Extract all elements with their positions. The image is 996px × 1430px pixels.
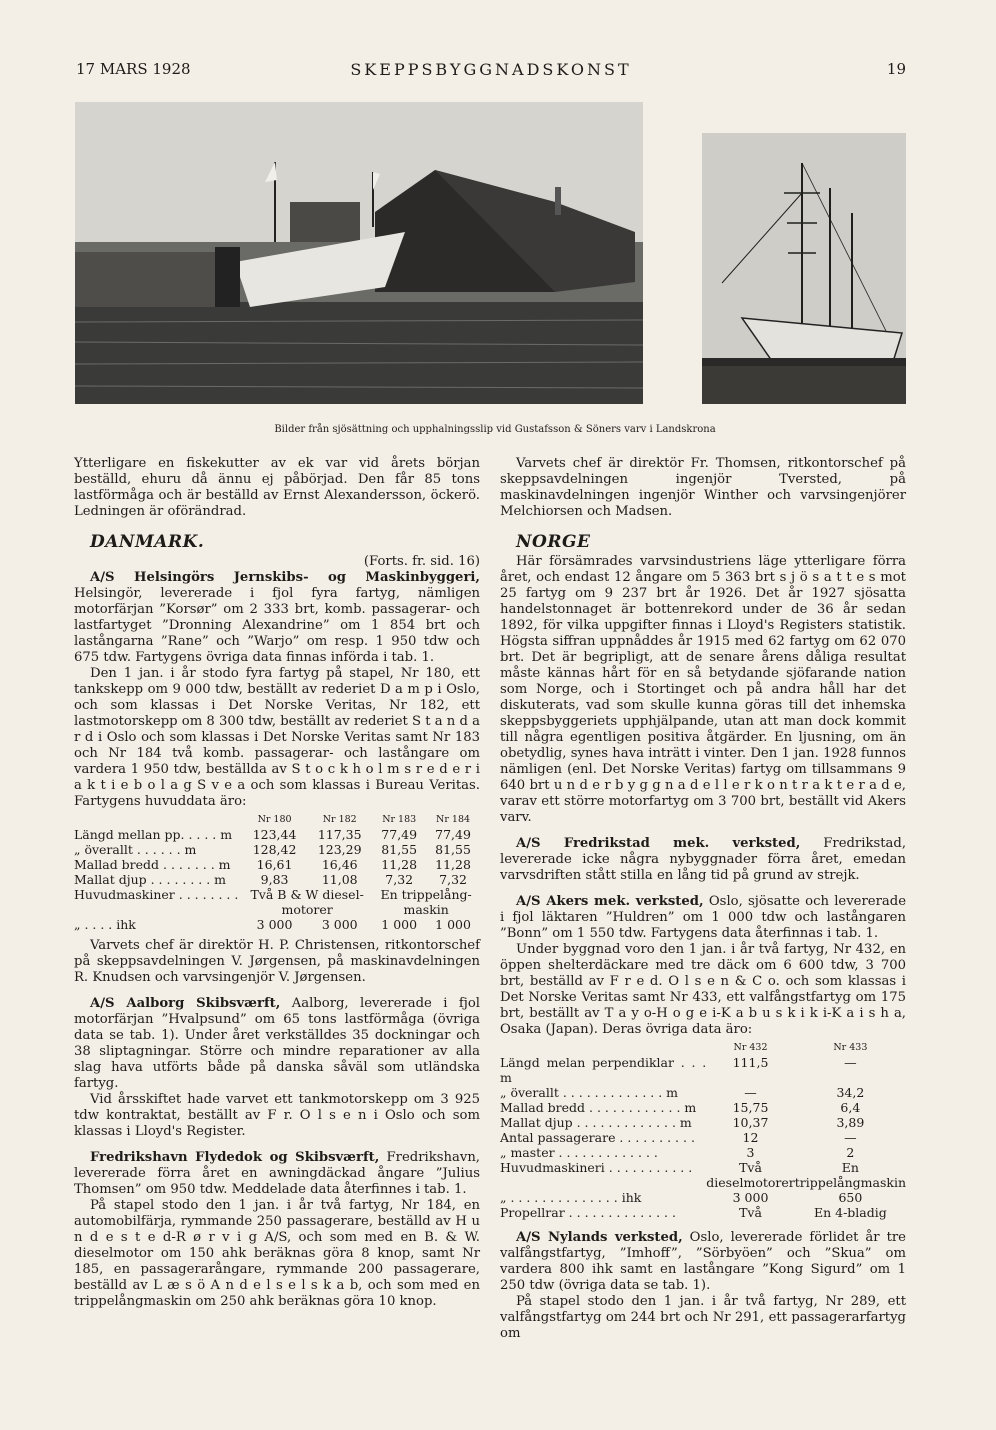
cell: 117,35 [317,827,362,842]
table-row [500,1130,906,1145]
cell: 15,75 [732,1100,769,1115]
cell: 77,49 [381,827,418,842]
cell: 16,46 [321,857,358,872]
column-header: Nr 184 [436,814,471,825]
section-norge: NORGE [516,532,591,552]
cell: 6,4 [840,1100,861,1115]
table-row [500,1190,906,1205]
nylands-name: A/S Nylands verksted, [516,1230,683,1245]
table-row [500,1160,906,1190]
cell: 10,37 [732,1115,769,1130]
row-label: „ . . . . . . . . . . . . . . ihk [500,1190,642,1205]
column-header: Nr 183 [382,814,417,825]
cell: 77,49 [435,827,471,842]
fredrikstad-paragraph [500,836,906,884]
row-label: Längd mellan pp. . . . . m [74,827,233,842]
page-header [76,60,906,84]
cell: 11,08 [321,872,358,887]
cell: 123,44 [252,827,297,842]
nylands-paragraph-2: På stapel stodo den 1 jan. i år två fartyg, Nr 289, ett valfångstfartyg om 244 brt och Nr 291, ett passagerarfartyg om [500,1294,906,1341]
aalborg-name: A/S Aalborg Skibsværft, [90,996,281,1011]
row-label: Mallat djup . . . . . . . . . . . . . m [500,1115,692,1130]
nylands-paragraph [500,1230,906,1294]
table-header-row [74,812,480,827]
cell: 123,29 [317,842,362,857]
cell: 111,5 [732,1055,769,1070]
header-title: SKEPPSBYGGNADSKONST [350,60,632,79]
table-row [74,917,480,932]
akers-data-table [500,1040,906,1220]
cell: 7,32 [385,872,414,887]
column-header: Nr 432 [733,1042,768,1053]
table-row [74,857,480,872]
cell: 11,28 [381,857,418,872]
row-label: „ master . . . . . . . . . . . . . [500,1145,658,1160]
cell: En 4-bladig [813,1205,887,1220]
cell: 34,2 [836,1085,865,1100]
fredrikshavn-management: Varvets chef är direktör Fr. Thomsen, ritkontorschef på skeppsavdelningen ingenjör Tversted, på maskinavdelningen ingenjör Winther och varvsingenjörer Melchiorsen och Madsen. [500,456,906,519]
row-label: Huvudmaskineri . . . . . . . . . . . [500,1160,693,1175]
column-header: Nr 180 [257,814,292,825]
row-label: „ . . . . ihk [74,917,136,932]
cell: — [844,1130,857,1145]
aalborg-paragraph [74,996,480,1092]
fredrikshavn-name: Fredrikshavn Flydedok og Skibsværft, [90,1150,380,1165]
fredrikshavn-paragraph [74,1150,480,1198]
cell: 3 000 [256,917,293,932]
cell: 7,32 [439,872,467,887]
fredrikshavn-text: Fredrikshavn, levererade förra året en awningdäckad ångare ”Julius Thomsen” om 950 tdw. Meddelade data återfinnes i tab. 1. [74,1150,481,1197]
table-row [500,1085,906,1100]
aalborg-text: Aalborg, levererade i fjol motorfärjan ”Hvalpsund” om 65 tons lastförmåga (övriga data se tab. 1). Under året verkställdes 35 dockningar och 38 sliptagningar. Större och mindre reparationer av alla slag hava utförts både på danska såväl som utländska fartyg. [74,996,480,1091]
continued-note: (Forts. fr. sid. 16) [363,554,480,569]
table-header-row [500,1040,906,1055]
table-row [500,1205,906,1220]
cell: Två dieselmotorer [706,1160,795,1190]
right-column [500,456,906,1342]
helsingor-paragraph-2: Den 1 jan. i år stodo fyra fartyg på stapel, Nr 180, ett tankskepp om 9 000 tdw, beställt av rederiet D a m p i Oslo, och som klassas i Det Norske Veritas, Nr 182, ett lastmotorskepp om 8 300 tdw, beställt av rederiet S t a n d a r d i Oslo och som klassas i Det Norske Veritas samt Nr 183 och Nr 184 två komb. passagerar- och lastångare om vardera 1 950 tdw, beställda av S t o c k h o l m s r e d e r i a k t i e b o l a g S v e a och som klassas i Bureau Veritas. Fartygens huvuddata äro: [74,666,480,809]
row-label: Huvudmaskiner . . . . . . . . [74,887,239,902]
row-label: Mallad bredd . . . . . . . . . . . . m [500,1100,697,1115]
row-label: Längd melan perpendiklar . . . m [500,1055,707,1085]
akers-paragraph [500,894,906,942]
sailing-ship-photo [702,133,906,404]
fredrikshavn-paragraph-2: På stapel stodo den 1 jan. i år två fartyg, Nr 184, en automobilfärja, rymmande 250 passagerare, beställd av H u n d e s t e d-R ø r v i g A/S, och som med en B. & W. dieselmotor om 150 ahk beräknas göra 8 knop, samt Nr 185, en passagerarångare, rymmande 200 passagerare, beställd av L æ s ö A n d e l s e l s k a b, och som med en trippelångmaskin om 250 ahk beräknas göra 10 knop. [74,1198,480,1309]
row-label: „ överallt . . . . . . . . . . . . . m [500,1085,679,1100]
helsingor-paragraph [74,570,480,666]
helsingor-text: Helsingör, levererade i fjol fyra fartyg, nämligen motorfärjan ”Korsør” om 2 333 brt, komb. passagerar- och lastfartyget ”Dronning Alexandrine” om 1 854 brt och lastångarna ”Rane” och ”Warjo” om resp. 1 950 tdw och 675 tdw. Fartygens övriga data finnas införda i tab. 1. [74,586,480,665]
table-row [74,872,480,887]
cell: 9,83 [260,872,289,887]
cell: 1 000 [381,917,418,932]
table-row [500,1055,906,1085]
image-caption: Bilder från sjösättning och upphalningsslip vid Gustafsson & Söners varv i Landskrona [274,424,716,435]
row-label: Mallat djup . . . . . . . . m [74,872,227,887]
table-row [74,842,480,857]
cell: 81,55 [381,842,418,857]
aalborg-paragraph-2: Vid årsskiftet hade varvet ett tankmotorskepp om 3 925 tdw kontraktat, beställt av F r. O l s e n i Oslo och som klassas i Lloyd's Register. [74,1092,480,1139]
fredrikstad-name: A/S Fredrikstad mek. verksted, [516,836,801,851]
table-row [500,1100,906,1115]
row-label: Mallad bredd . . . . . . . m [74,857,231,872]
row-label: Propellrar . . . . . . . . . . . . . . [500,1205,676,1220]
table-row [500,1115,906,1130]
shipyard-launch-photo [75,102,643,404]
fredrikstad-text: Fredrikstad, levererade icke några nybyggnader förra året, emedan varvsdriften stått stilla en lång tid på grund av strejk. [500,836,907,883]
cell: Två B & W diesel-motorer [250,887,364,917]
cell: — [744,1085,757,1100]
cell: 3 000 [321,917,358,932]
table-row [74,827,480,842]
cell: 12 [742,1130,759,1145]
table-row [500,1145,906,1160]
cell: 128,42 [252,842,297,857]
row-label: Antal passagerare . . . . . . . . . . [500,1130,695,1145]
cell: 81,55 [435,842,471,857]
cell: 650 [838,1190,863,1205]
page-number: 19 [886,60,906,78]
nylands-text: Oslo, levererade förlidet år tre valfångstfartyg, ”Imhoff”, ”Sörbyöen” och ”Skua” om vardera 800 ihk samt en lastångare ”Kong Sigurd” om 1 250 tdw (övriga data se tab. 1). [500,1230,906,1293]
helsingor-name: A/S Helsingörs Jernskibs- og Maskinbyggeri, [90,570,480,585]
column-header: Nr 182 [322,814,357,825]
helsingor-data-table [74,812,480,932]
header-date: 17 MARS 1928 [76,60,191,78]
cell: 2 [846,1145,855,1160]
cell: 16,61 [256,857,293,872]
akers-name: A/S Akers mek. verksted, [516,894,704,909]
row-label: „ överallt . . . . . . m [74,842,197,857]
table-row [74,887,480,917]
cell: En trippelång-maskin [380,887,472,917]
cell: En trippelångmaskin [794,1160,906,1190]
helsingor-management: Varvets chef är direktör H. P. Christensen, ritkontorschef på skeppsavdelningen V. Jørgensen, på maskinavdelningen R. Knudsen och varvsingenjör V. Jørgensen. [74,938,480,985]
cell: — [844,1055,857,1070]
akers-paragraph-2: Under byggnad voro den 1 jan. i år två fartyg, Nr 432, en öppen shelterdäckare med tre däck om 6 600 tdw, 3 700 brt, beställd av F r e d. O l s e n & C o. och som klassas i Det Norske Veritas samt Nr 433, ett valfångstfartyg om 175 brt, beställt av T a y o-H o g e i-K a b u s k i k i-K a i s h a, Osaka (Japan). Deras övriga data äro: [500,942,906,1037]
cell: 3 000 [732,1190,769,1205]
section-danmark: DANMARK. [90,532,205,552]
cell: Två [739,1205,762,1220]
column-header: Nr 433 [833,1042,868,1053]
norge-paragraph: Här försämrades varvsindustriens läge ytterligare förra året, och endast 12 ångare om 5 363 brt s j ö s a t t e s mot 25 fartyg om 9 237 brt år 1926. Det år 1927 sjösatta handelstonnaget är bottenrekord under de 36 år sedan 1892, för vilka uppgifter finnas i Lloyd's Registers statistik. Högsta siffran uppnåddes år 1915 med 62 fartyg om 62 070 brt. Det är begripligt, att de senare årens dåliga resultat måste kännas hårt för en så betydande sjöfarande nation som Norge, och i Stortinget och på andra håll har det diskuterats, vad som skulle kunna göras till det inhemska skeppsbyggeriets upphjälpande, utan att man dock kommit till några egentligen positiva åtgärder. En ljusning, om än obetydlig, synes hava inträtt i vinter. Den 1 jan. 1928 funnos nämligen (enl. Det Norske Veritas) fartyg om tillsammans 9 640 brt u n d e r b y g g n a d e l l e r k o n t r a k t e r a d e, varav ett större motorfartyg om 3 700 brt, beställt vid Akers varv. [500,554,906,825]
left-column [74,456,480,1310]
cell: 3 [746,1145,755,1160]
intro-paragraph: Ytterligare en fiskekutter av ek var vid årets början beställd, ehuru då ännu ej påbörjad. Den får 85 tons lastförmåga och är beställd av Ernst Alexandersson, öckerö. Ledningen är oförändrad. [74,456,480,519]
cell: 1 000 [435,917,471,932]
cell: 11,28 [435,857,471,872]
akers-text: Oslo, sjösatte och levererade i fjol läktaren ”Huldren” om 1 000 tdw och lastångaren ”Bonn” om 1 550 tdw. Fartygens data återfinnas i tab. 1. [500,894,906,941]
cell: 3,89 [836,1115,865,1130]
